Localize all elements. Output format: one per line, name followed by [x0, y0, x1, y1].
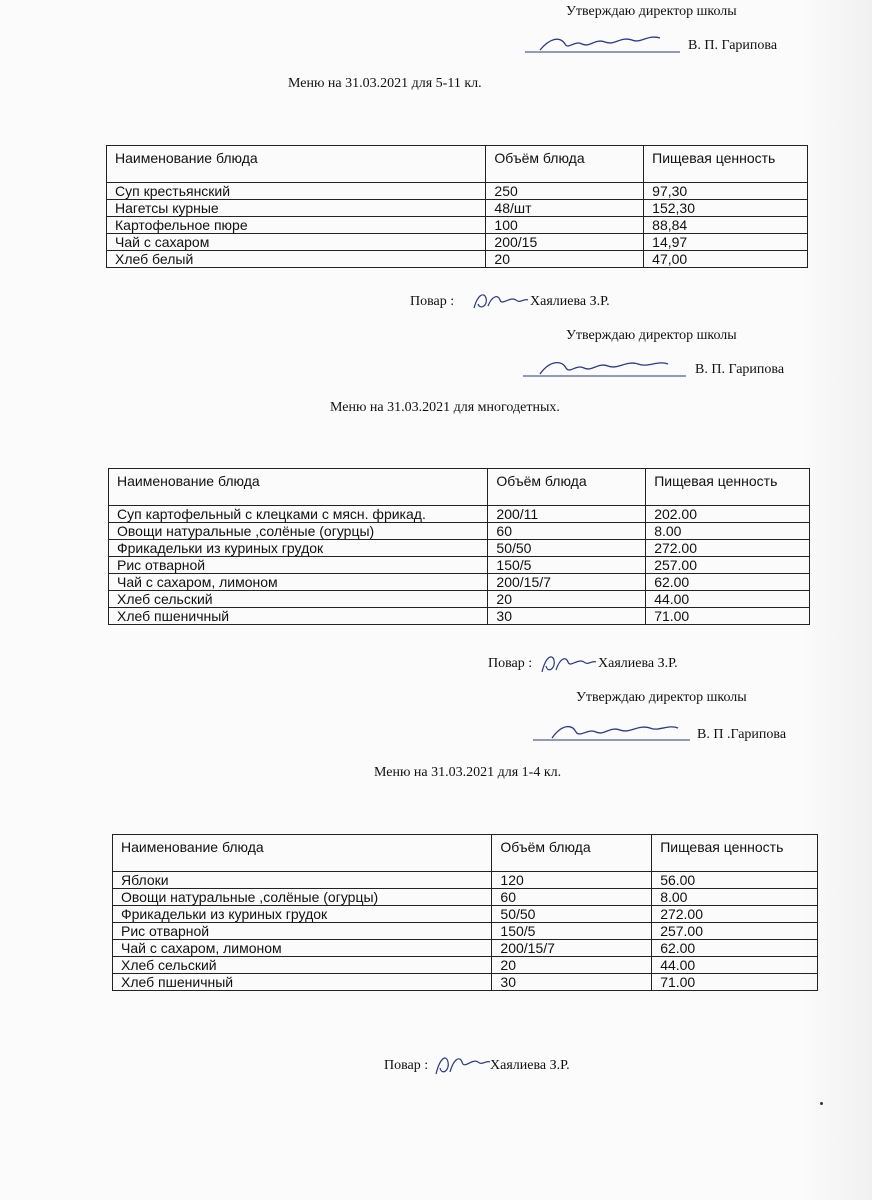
- dish-value: 47,00: [644, 251, 808, 268]
- table-row: [109, 557, 810, 574]
- dish-value: 62.00: [652, 940, 818, 957]
- dish-value: 44.00: [646, 591, 810, 608]
- table-row: [107, 251, 808, 268]
- table-row: [109, 591, 810, 608]
- table-row: [113, 940, 818, 957]
- dish-value: 44.00: [652, 957, 818, 974]
- dish-name: Чай с сахаром: [107, 234, 486, 251]
- menu-table: [108, 468, 810, 625]
- dish-name: Нагетсы курные: [107, 200, 486, 217]
- dish-value: 97,30: [644, 183, 808, 200]
- dish-name: Овощи натуральные ,солёные (огурцы): [109, 523, 488, 540]
- cook-signature: [538, 650, 598, 678]
- menu-title: Меню на 31.03.2021 для 5-11 кл.: [288, 76, 482, 91]
- approval-line: Утверждаю директор школы: [566, 328, 737, 343]
- table-row: [107, 234, 808, 251]
- director-signature: [528, 718, 696, 746]
- dish-value: 71.00: [646, 608, 810, 625]
- dish-value: 257.00: [646, 557, 810, 574]
- table-row: [107, 200, 808, 217]
- dish-value: 257.00: [652, 923, 818, 940]
- dish-portion: 30: [488, 608, 646, 625]
- table-header-row: [109, 469, 810, 506]
- dish-name: Овощи натуральные ,солёные (огурцы): [113, 889, 492, 906]
- director-name: В. П. Гарипова: [688, 38, 778, 53]
- dish-name: Фрикадельки из куриных грудок: [109, 540, 488, 557]
- director-signature: [520, 30, 690, 58]
- cook-label: Повар :: [384, 1058, 429, 1073]
- dish-portion: 200/15/7: [492, 940, 652, 957]
- cook-name: Хаялиева З.Р.: [530, 294, 610, 309]
- dish-value: 8.00: [646, 523, 810, 540]
- scan-speck: [820, 1102, 823, 1105]
- table-row: [109, 608, 810, 625]
- header-cell: Пищевая ценность: [646, 469, 810, 506]
- dish-value: 14,97: [644, 234, 808, 251]
- table-row: [107, 183, 808, 200]
- cook-label: Повар :: [488, 656, 533, 671]
- approval-line: Утверждаю директор школы: [566, 4, 737, 19]
- header-cell: Наименование блюда: [113, 835, 492, 872]
- dish-value: 202.00: [646, 506, 810, 523]
- dish-value: 71.00: [652, 974, 818, 991]
- menu-table: [106, 145, 808, 268]
- dish-portion: 20: [492, 957, 652, 974]
- dish-name: Суп крестьянский: [107, 183, 486, 200]
- header-cell: Пищевая ценность: [652, 835, 818, 872]
- dish-portion: 60: [492, 889, 652, 906]
- dish-name: Хлеб сельский: [109, 591, 488, 608]
- cook-signature: [432, 1050, 492, 1080]
- cook-signature: [470, 288, 530, 314]
- table-header-row: [107, 146, 808, 183]
- header-cell: Наименование блюда: [109, 469, 488, 506]
- dish-name: Рис отварной: [109, 557, 488, 574]
- dish-portion: 200/15/7: [488, 574, 646, 591]
- table-row: [113, 872, 818, 889]
- dish-portion: 20: [486, 251, 644, 268]
- dish-name: Суп картофельный с клецками с мясн. фрикад.: [109, 506, 488, 523]
- table-row: [109, 540, 810, 557]
- table-row: [109, 506, 810, 523]
- cook-name: Хаялиева З.Р.: [598, 656, 678, 671]
- dish-value: 62.00: [646, 574, 810, 591]
- dish-portion: 48/шт: [486, 200, 644, 217]
- dish-name: Чай с сахаром, лимоном: [109, 574, 488, 591]
- cook-label: Повар :: [410, 294, 455, 309]
- dish-value: 88,84: [644, 217, 808, 234]
- dish-portion: 50/50: [492, 906, 652, 923]
- table-row: [107, 217, 808, 234]
- director-name: В. П .Гарипова: [697, 727, 787, 742]
- table-row: [113, 923, 818, 940]
- table-row: [113, 957, 818, 974]
- dish-portion: 100: [486, 217, 644, 234]
- director-name: В. П. Гарипова: [695, 362, 785, 377]
- menu-title: Меню на 31.03.2021 для многодетных.: [330, 400, 560, 415]
- dish-value: 272.00: [646, 540, 810, 557]
- dish-portion: 50/50: [488, 540, 646, 557]
- dish-name: Хлеб пшеничный: [109, 608, 488, 625]
- dish-portion: 150/5: [492, 923, 652, 940]
- header-cell: Объём блюда: [492, 835, 652, 872]
- header-cell: Объём блюда: [488, 469, 646, 506]
- dish-name: Картофельное пюре: [107, 217, 486, 234]
- dish-portion: 150/5: [488, 557, 646, 574]
- dish-portion: 30: [492, 974, 652, 991]
- cook-name: Хаялиева З.Р.: [490, 1058, 570, 1073]
- dish-name: Яблоки: [113, 872, 492, 889]
- dish-portion: 200/15: [486, 234, 644, 251]
- page-edge-shadow: [802, 0, 872, 1200]
- table-row: [109, 574, 810, 591]
- dish-value: 56.00: [652, 872, 818, 889]
- dish-portion: 200/11: [488, 506, 646, 523]
- dish-portion: 120: [492, 872, 652, 889]
- header-cell: Объём блюда: [486, 146, 644, 183]
- dish-name: Фрикадельки из куриных грудок: [113, 906, 492, 923]
- dish-name: Хлеб сельский: [113, 957, 492, 974]
- dish-portion: 20: [488, 591, 646, 608]
- dish-name: Хлеб пшеничный: [113, 974, 492, 991]
- director-signature: [518, 354, 693, 382]
- menu-table: [112, 834, 818, 991]
- table-row: [109, 523, 810, 540]
- dish-portion: 250: [486, 183, 644, 200]
- dish-name: Чай с сахаром, лимоном: [113, 940, 492, 957]
- dish-value: 152,30: [644, 200, 808, 217]
- dish-name: Хлеб белый: [107, 251, 486, 268]
- menu-title: Меню на 31.03.2021 для 1-4 кл.: [374, 765, 562, 780]
- approval-line: Утверждаю директор школы: [576, 690, 747, 705]
- table-row: [113, 906, 818, 923]
- dish-portion: 60: [488, 523, 646, 540]
- header-cell: Наименование блюда: [107, 146, 486, 183]
- dish-value: 272.00: [652, 906, 818, 923]
- table-row: [113, 889, 818, 906]
- table-row: [113, 974, 818, 991]
- dish-name: Рис отварной: [113, 923, 492, 940]
- dish-value: 8.00: [652, 889, 818, 906]
- table-header-row: [113, 835, 818, 872]
- header-cell: Пищевая ценность: [644, 146, 808, 183]
